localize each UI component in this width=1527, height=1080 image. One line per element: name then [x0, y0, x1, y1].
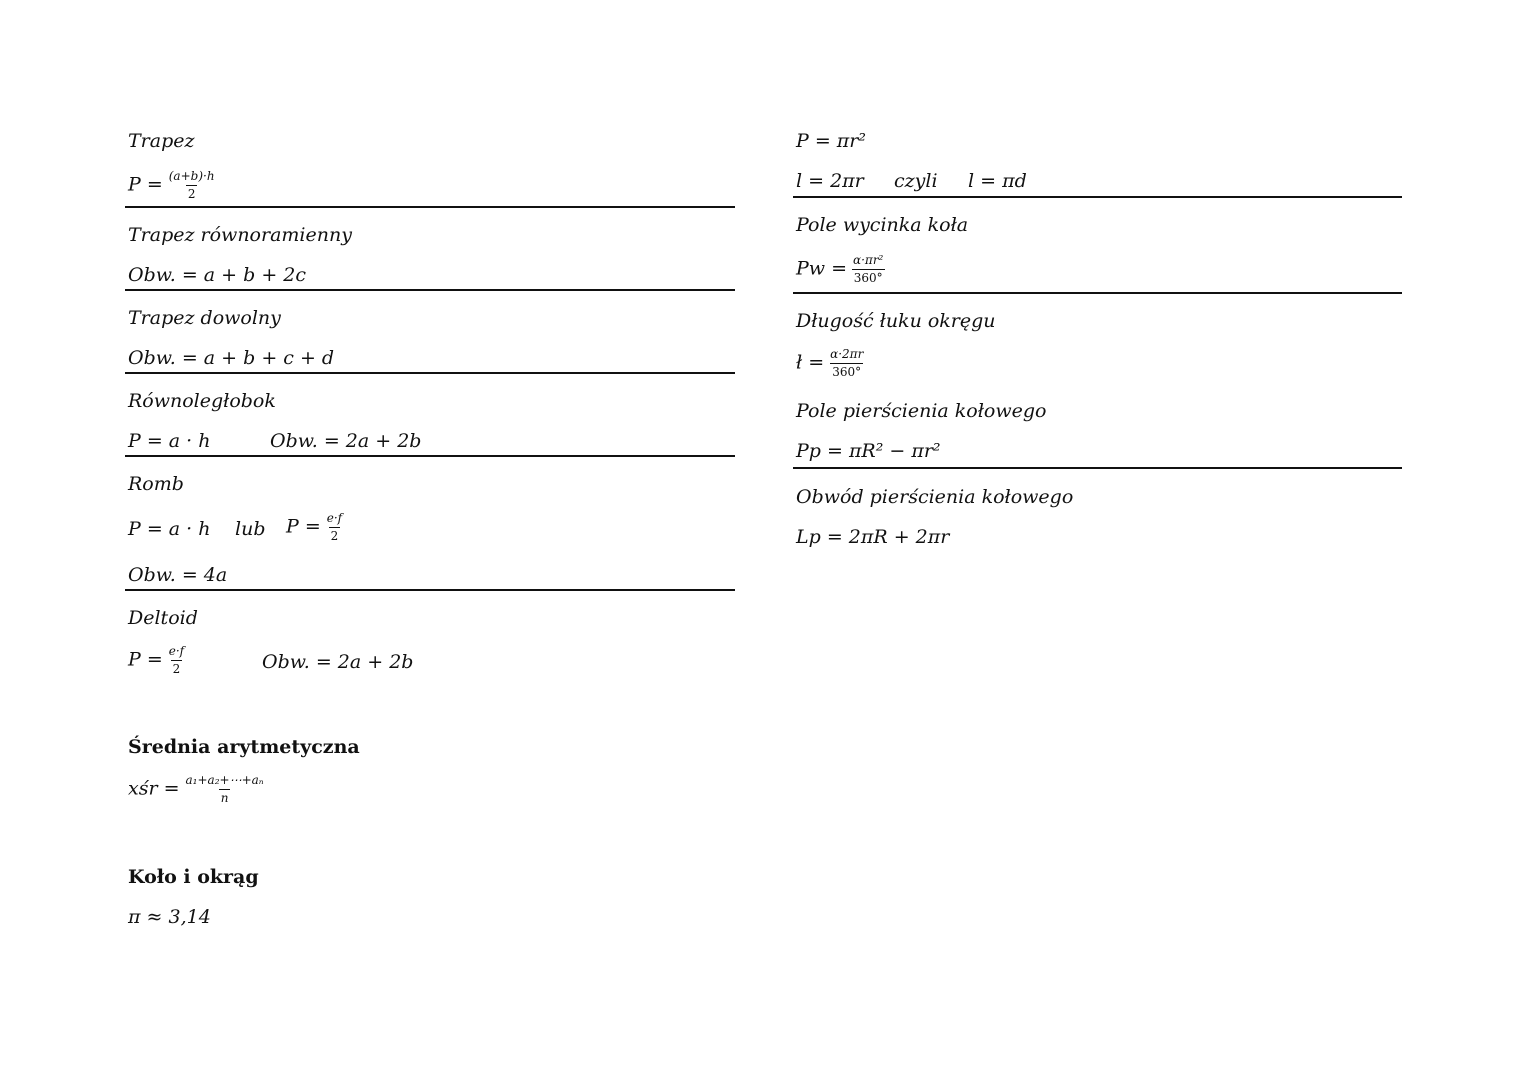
fraction-denominator: 2: [187, 187, 196, 202]
circle-czyli: czyli: [894, 170, 938, 192]
romb-area2-fraction: [325, 512, 344, 543]
fraction-numerator: (a+b)·h: [168, 169, 215, 183]
romb-area: P = a · h: [128, 518, 211, 540]
divider: [793, 467, 1402, 469]
rownoleglobok-perimeter: Obw. = 2a + 2b: [270, 430, 422, 452]
fraction-denominator: 2: [172, 662, 181, 677]
rownoleglobok-area: P = a · h: [128, 430, 211, 452]
luk-heading: Długość łuku okręgu: [796, 310, 996, 332]
circle-area: P = πr²: [796, 130, 866, 152]
fraction-denominator: 360°: [853, 271, 883, 286]
fraction-numerator: e·f: [326, 511, 343, 525]
fraction-numerator: a₁+a₂+⋯+aₙ: [185, 773, 264, 787]
fraction-numerator: α·πr²: [853, 253, 884, 267]
divider: [125, 206, 735, 208]
fraction-denominator: n: [220, 791, 229, 806]
pierscien-pole-heading: Pole pierścienia kołowego: [796, 400, 1047, 422]
deltoid-area-lhs: P =: [128, 648, 163, 671]
divider: [793, 196, 1402, 198]
deltoid-area-fraction: [167, 645, 186, 676]
pierscien-pole-formula: Pp = πR² − πr²: [796, 440, 941, 462]
trapez-heading: Trapez: [128, 130, 195, 152]
trapez-dowolny-perimeter: Obw. = a + b + c + d: [128, 347, 335, 369]
divider: [793, 292, 1402, 294]
luk-fraction: [828, 348, 865, 379]
trapez-dowolny-heading: Trapez dowolny: [128, 307, 281, 329]
romb-or: lub: [235, 518, 266, 540]
trapez-area-formula: [128, 170, 217, 201]
kolo-pi: π ≈ 3,14: [128, 906, 211, 928]
fraction-numerator: e·f: [168, 644, 185, 658]
luk-lhs: ł =: [796, 351, 825, 374]
luk-formula: [796, 348, 865, 379]
deltoid-area-formula: [128, 645, 186, 676]
fraction-denominator: 360°: [832, 365, 862, 380]
wycinek-lhs: Pw =: [796, 257, 848, 280]
divider: [125, 372, 735, 374]
srednia-eq: =: [163, 777, 180, 800]
rownoleglobok-heading: Równoległobok: [128, 390, 276, 412]
trapez-rownoramienny-heading: Trapez równoramienny: [128, 224, 352, 246]
trapez-area-lhs: P =: [128, 173, 163, 196]
srednia-lhs: xśr: [128, 777, 158, 800]
trapez-area-fraction: [167, 170, 217, 201]
pierscien-obwod-formula: Lp = 2πR + 2πr: [796, 526, 950, 548]
wycinek-formula: [796, 254, 885, 285]
kolo-heading: Koło i okrąg: [128, 866, 259, 888]
wycinek-heading: Pole wycinka koła: [796, 214, 969, 236]
srednia-heading: Średnia arytmetyczna: [128, 736, 360, 758]
deltoid-heading: Deltoid: [128, 607, 198, 629]
romb-area2-lhs: P =: [286, 515, 321, 538]
circle-circumference2: l = πd: [968, 170, 1027, 192]
divider: [125, 455, 735, 457]
srednia-formula: [128, 774, 266, 805]
divider: [125, 289, 735, 291]
divider: [125, 589, 735, 591]
wycinek-fraction: [851, 254, 885, 285]
deltoid-perimeter: Obw. = 2a + 2b: [262, 651, 414, 673]
fraction-numerator: α·2πr: [830, 347, 864, 361]
romb-heading: Romb: [128, 473, 184, 495]
romb-area2-formula: [286, 512, 344, 543]
srednia-fraction: [184, 774, 266, 805]
romb-perimeter: Obw. = 4a: [128, 564, 228, 586]
trapez-rownoramienny-perimeter: Obw. = a + b + 2c: [128, 264, 307, 286]
fraction-denominator: 2: [330, 529, 339, 544]
circle-circumference: l = 2πr: [796, 170, 864, 192]
pierscien-obwod-heading: Obwód pierścienia kołowego: [796, 486, 1074, 508]
